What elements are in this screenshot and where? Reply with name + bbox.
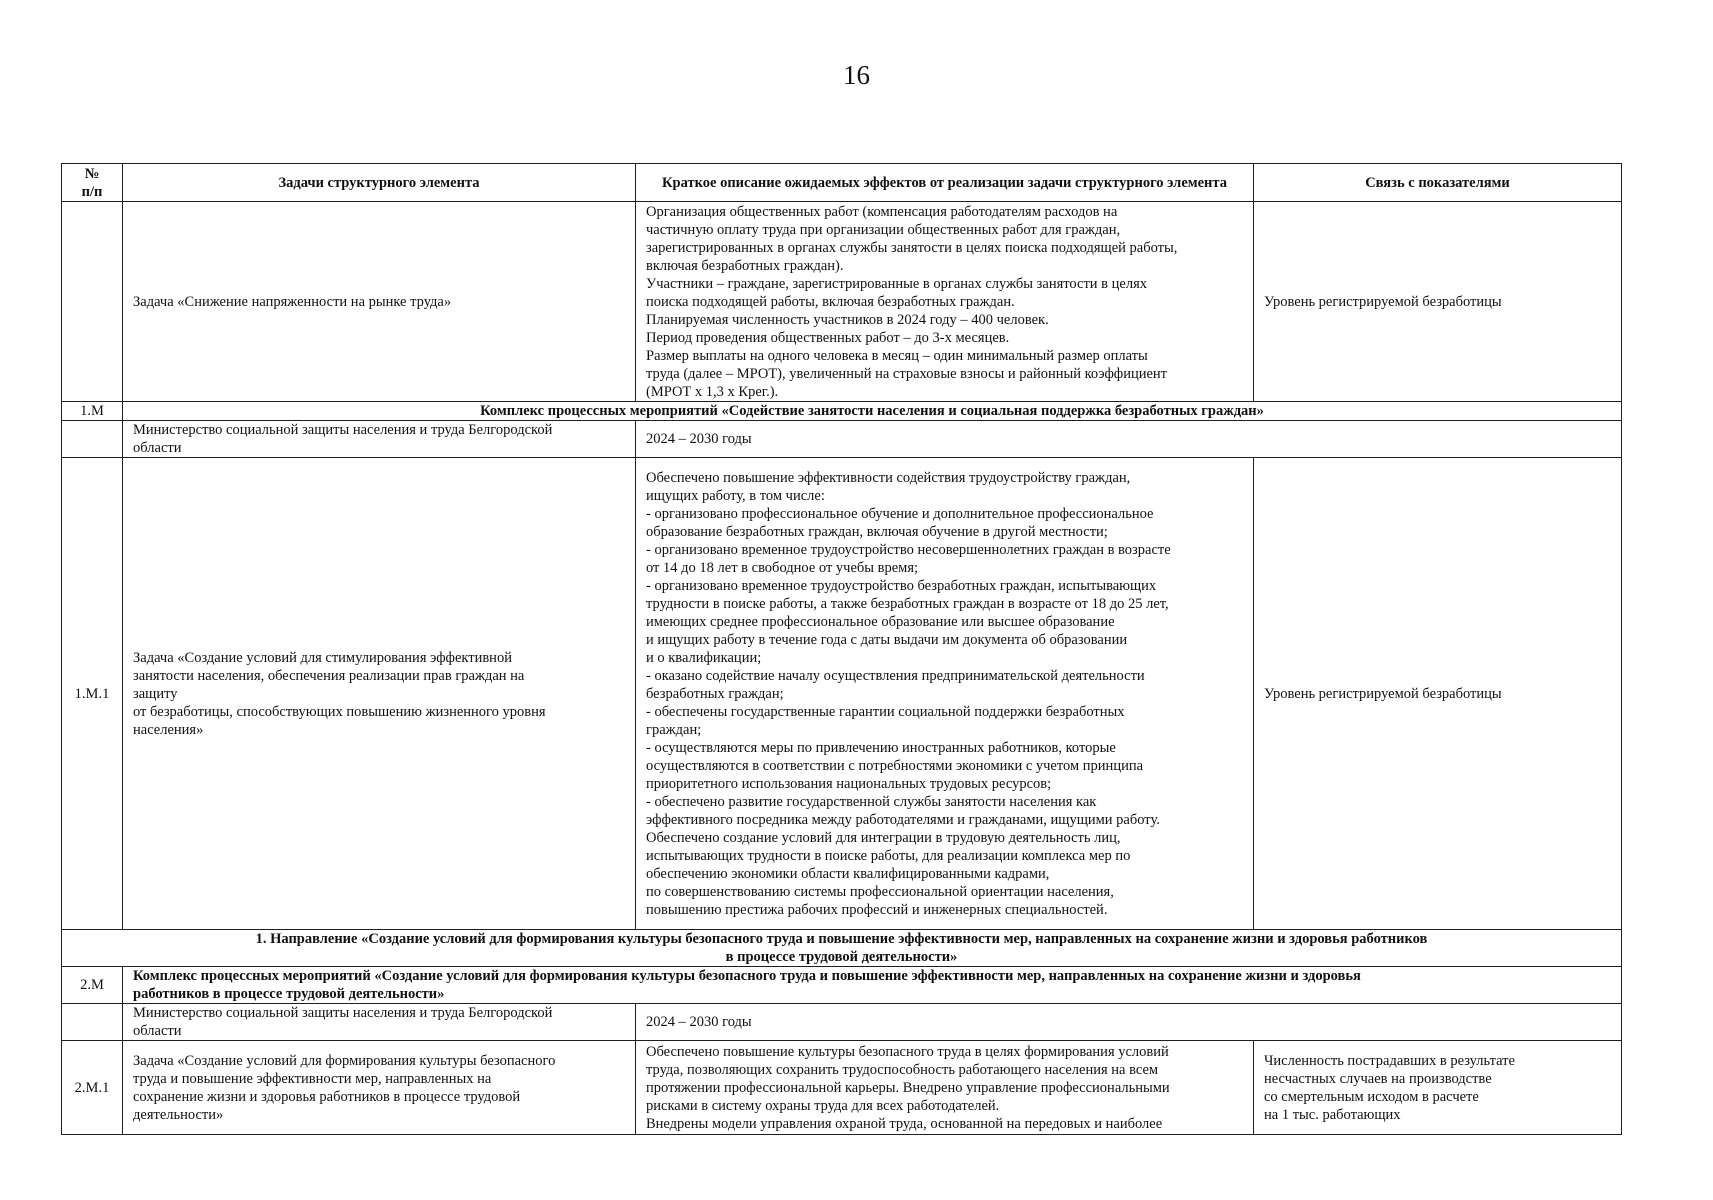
- row-number: 2.М.1: [62, 1041, 123, 1135]
- period-cell: 2024 – 2030 годы: [636, 421, 1622, 458]
- responsible-cell: Министерство социальной защиты населения и труда Белгородской области: [123, 1004, 636, 1041]
- task-cell: Задача «Снижение напряженности на рынке труда»: [123, 202, 636, 402]
- table-row: [62, 1041, 1622, 1135]
- direction-title: 1. Направление «Создание условий для формирования культуры безопасного труда и повышение эффективности мер, направленных на сохранение жизни и здоровья работников в процессе трудовой деятельности»: [62, 930, 1622, 967]
- header-indicators: Связь с показателями: [1254, 164, 1622, 202]
- task-cell: Задача «Создание условий для формирования культуры безопасного труда и повышение эффективности мер, направленных на сохранение жизни и здоровья работников в процессе трудовой деятельности»: [123, 1041, 636, 1135]
- header-number: № п/п: [62, 164, 123, 202]
- task-cell: Задача «Создание условий для стимулирования эффективной занятости населения, обеспечения реализации прав граждан на защиту от безработицы, способствующих повышению жизненного уровня населения»: [123, 458, 636, 930]
- table-row: [62, 458, 1622, 930]
- indicator-cell: Уровень регистрируемой безработицы: [1254, 458, 1622, 930]
- header-tasks: Задачи структурного элемента: [123, 164, 636, 202]
- table-row: [62, 202, 1622, 402]
- description-cell: Обеспечено повышение культуры безопасного труда в целях формирования условий труда, позволяющих сохранить трудоспособность работающего населения на всем протяжении профессиональной карьеры. Внедрено управление профессиональными рисками в систему охраны труда для всех работодателей. Внедрены модели управления охраной труда, основанной на передовых и наиболее: [636, 1041, 1254, 1135]
- page-number: 16: [843, 60, 870, 90]
- table-header-row: [62, 164, 1622, 202]
- description-cell: Организация общественных работ (компенсация работодателям расходов на частичную оплату труда при организации общественных работ для граждан, зарегистрированных в органах службы занятости в целях поиска подходящей работы, включая безработных граждан). Участники – граждане, зарегистрированные в органах службы занятости в целях поиска подходящей работы, включая безработных граждан. Планируемая численность участников в 2024 году – 400 человек. Период проведения общественных работ – до 3-х месяцев. Размер выплаты на одного человека в месяц – один минимальный размер оплаты труда (далее – МРОТ), увеличенный на страховые взносы и районный коэффициент (МРОТ х 1,3 х Крег.).: [636, 202, 1254, 402]
- table-row: [62, 1004, 1622, 1041]
- row-number: [62, 1004, 123, 1041]
- indicator-cell: Уровень регистрируемой безработицы: [1254, 202, 1622, 402]
- indicator-cell: Численность пострадавших в результате несчастных случаев на производстве со смертельным исходом в расчете на 1 тыс. работающих: [1254, 1041, 1622, 1135]
- row-number: 2.М: [62, 967, 123, 1004]
- table-row: [62, 421, 1622, 458]
- row-number: [62, 202, 123, 402]
- table-row: [62, 967, 1622, 1004]
- row-number: 1.М.1: [62, 458, 123, 930]
- responsible-cell: Министерство социальной защиты населения и труда Белгородской области: [123, 421, 636, 458]
- table-row: [62, 402, 1622, 421]
- header-description: Краткое описание ожидаемых эффектов от реализации задачи структурного элемента: [636, 164, 1254, 202]
- row-number: 1.М: [62, 402, 123, 421]
- period-cell: 2024 – 2030 годы: [636, 1004, 1622, 1041]
- description-cell: Обеспечено повышение эффективности содействия трудоустройству граждан, ищущих работу, в том числе: - организовано профессиональное обучение и дополнительное профессиональное образование безработных граждан, включая обучение в другой местности; - организовано временное трудоустройство несовершеннолетних граждан в возрасте от 14 до 18 лет в свободное от учебы время; - организовано временное трудоустройство безработных граждан, испытывающих трудности в поиске работы, а также безработных граждан в возрасте от 18 до 25 лет, имеющих среднее профессиональное образование или высшее образование и ищущих работу в течение года с даты выдачи им документа об образовании и о квалификации; - оказано содействие началу осуществления предпринимательской деятельности безработных граждан; - обеспечены государственные гарантии социальной поддержки безработных граждан; - осуществляются меры по привлечению иностранных работников, которые осуществляются в соответствии с потребностями экономики с учетом принципа приоритетного использования национальных трудовых ресурсов; - обеспечено развитие государственной службы занятости населения как эффективного посредника между работодателями и гражданами, ищущими работу. Обеспечено создание условий для интеграции в трудовую деятельность лиц, испытывающих трудности в поиске работы, для реализации комплекса мер по обеспечению экономики области квалифицированными кадрами, по совершенствованию системы профессиональной ориентации населения, повышению престижа рабочих профессий и инженерных специальностей.: [636, 458, 1254, 930]
- table-row: [62, 930, 1622, 967]
- complex-title: Комплекс процессных мероприятий «Содействие занятости населения и социальная поддержка безработных граждан»: [123, 402, 1622, 421]
- complex-title: Комплекс процессных мероприятий «Создание условий для формирования культуры безопасного труда и повышение эффективности мер, направленных на сохранение жизни и здоровья работников в процессе трудовой деятельности»: [123, 967, 1622, 1004]
- row-number: [62, 421, 123, 458]
- structural-elements-table: [61, 163, 1622, 1135]
